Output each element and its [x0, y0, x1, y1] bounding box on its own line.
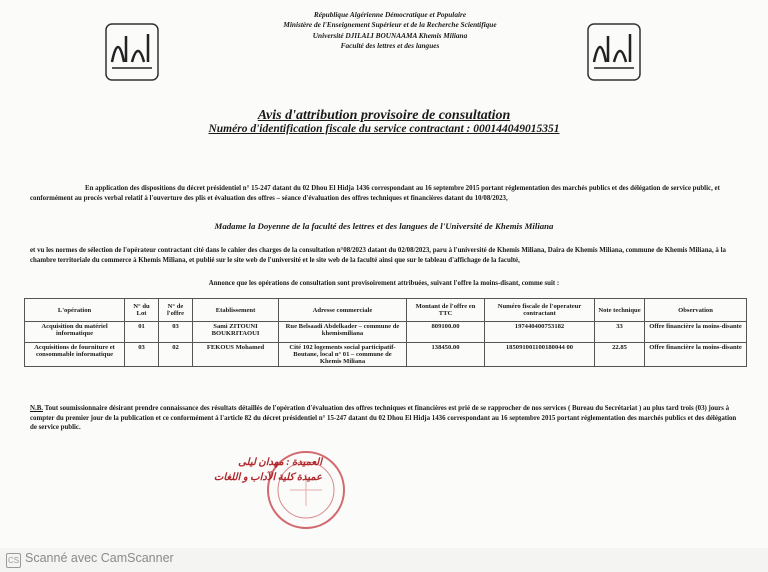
table-cell: 01	[125, 322, 159, 343]
announce-line: Annonce que les opérations de consultation sont provisoirement attribuées, suivant l'offre la moins-disant, comme suit :	[208, 280, 560, 287]
table-cell: 02	[159, 343, 193, 367]
university-logo-right	[586, 22, 642, 82]
table-cell: 809100.00	[407, 322, 485, 343]
nb-paragraph	[30, 404, 742, 433]
table-cell: Offre financière la moins-disante	[645, 322, 747, 343]
table-row	[25, 343, 747, 367]
table-cell: Acquisition du matériel informatique	[25, 322, 125, 343]
header-line-2: Ministère de l'Enseignement Supérieur et de la Recherche Scientifique	[283, 20, 497, 30]
authority-line: Madame la Doyenne de la faculté des lettres et des langues de l'Université de Khemis Miliana	[214, 221, 554, 231]
table-cell: 03	[125, 343, 159, 367]
university-logo-left	[104, 22, 160, 82]
table-cell: 197440400753182	[485, 322, 595, 343]
column-header: N° du Lot	[125, 299, 159, 322]
table-row	[25, 322, 747, 343]
selection-paragraph: et vu les normes de sélection de l'opérateur contractant cité dans le cahier des charges de la consultation n°08/2023 datant du 02/08/2023, paru à l'université de Khemis Miliana, Daira de Khemis Miliana, commune de Khemis Miliana, à la chambre territoriale du commerce à Khemis Miliana, et publié sur le site web de l'université et le site web de la faculté ainsi que sur le tableau d'affichage de la faculté,	[30, 247, 726, 264]
table-cell: Rue Belsaadi Abdelkader – commune de khemismiliana	[279, 322, 407, 343]
column-header: Adresse commerciale	[279, 299, 407, 322]
column-header: Etablissement	[193, 299, 279, 322]
table-cell: 33	[595, 322, 645, 343]
nb-text: Tout soumissionnaire désirant prendre connaissance des résultats détaillés de l'opération d'évaluation des offres techniques et financières est prié de se rapprocher de nos services ( Bureau du Secrétariat ) au plus tard trois (03) jours à compter du premier jour de la publication et ce conformément à l'article 82 du décret présidentiel n° 15-247 datant du 02 Dhou El Hidja 1436 correspondant au 16 septembre 2015 portant réglementation des marchés publics et des délégation de service public.	[30, 405, 737, 431]
table-cell: 22.85	[595, 343, 645, 367]
column-header: Observation	[645, 299, 747, 322]
column-header: Numéro fiscale de l'operateur contractant	[485, 299, 595, 322]
table-cell: Offre financière la moins-disante	[645, 343, 747, 367]
camscanner-icon: CS	[6, 553, 21, 568]
intro-paragraph: En application des dispositions du décret présidentiel n° 15-247 datant du 02 Dhou El Hidja 1436 correspondant au 16 septembre 2015 portant réglementation des marchés publics et des délégation de service public, et conformément au procès verbal relatif à l'ouverture des plis et évaluation des offres – séance d'évaluation des offres techniques et financières datant du 10/08/2023,	[30, 185, 720, 202]
footer-text: Scanné avec CamScanner	[25, 551, 174, 565]
header-line-1: République Algérienne Démocratique et Populaire	[313, 10, 467, 19]
table-cell: Cité 102 logements social participatif-Boutane, local n° 01 – commune de Khemis Miliana	[279, 343, 407, 367]
column-header: Montant de l'offre en TTC	[407, 299, 485, 322]
signature-block	[172, 455, 322, 505]
table-cell: 138450.00	[407, 343, 485, 367]
column-header: Note technique	[595, 299, 645, 322]
table-header-row	[25, 299, 747, 322]
institution-header	[250, 10, 530, 51]
nb-label: N.B.	[30, 405, 44, 412]
signature-name: العميدة : مهدان ليلى	[238, 457, 322, 468]
table-cell: 185091001100180044 00	[485, 343, 595, 367]
document-subtitle: Numéro d'identification fiscale du service contractant : 000144049015351	[208, 123, 560, 135]
scanner-footer	[0, 548, 768, 572]
table-cell: FEKOUS Mohamed	[193, 343, 279, 367]
attribution-table	[24, 298, 747, 367]
table-cell: Sami ZITOUNI BOUKRITAOUI	[193, 322, 279, 343]
table-cell: Acquisitions de fourniture et consommable informatique	[25, 343, 125, 367]
signature-title: عميدة كلية الآداب و اللغات	[213, 472, 322, 483]
table-cell: 03	[159, 322, 193, 343]
header-line-3: Université DJILALI BOUNAAMA Khemis Miliana	[312, 30, 468, 40]
document-title: Avis d'attribution provisoire de consultation	[257, 108, 511, 123]
column-header: N° de l'offre	[159, 299, 193, 322]
column-header: L'opération	[25, 299, 125, 322]
header-line-4: Faculté des lettres et des langues	[340, 40, 440, 50]
